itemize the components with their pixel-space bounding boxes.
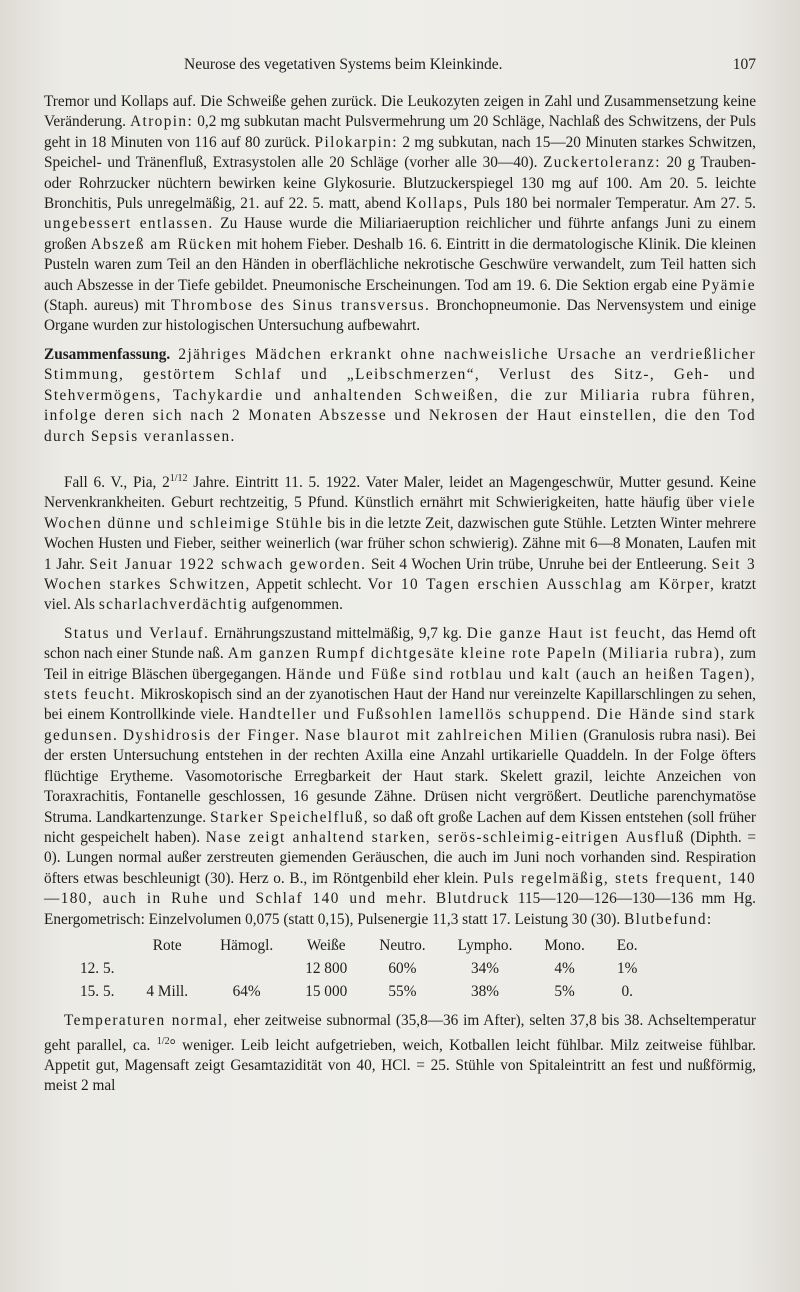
text-run: 2 mg subkutan, nach 15—20 Minuten starkes Schwitzen, Speichel- und Tränenfluß, Extrasystolen alle 20 Schläge (vorher alle 30—40). <box>44 133 756 172</box>
summary-heading: Zusammenfassung. <box>44 345 171 363</box>
spaced-emphasis-text: Abszeß am Rücken <box>90 235 233 253</box>
table-header-cell <box>74 936 130 958</box>
spaced-emphasis-text: Pyämie <box>701 276 756 294</box>
spaced-emphasis-text: scharlachverdächtig <box>98 596 248 614</box>
text-run: Fall 6. V., Pia, 2 <box>64 474 170 491</box>
table-row <box>74 981 654 1003</box>
table-header-cell: Rote <box>152 936 182 954</box>
text-run: (Staph. aureus) mit <box>44 297 171 315</box>
spaced-emphasis-text: Vor 10 Tagen erschien Ausschlag am Körper, <box>367 576 716 594</box>
paragraph-fall6 <box>44 469 756 616</box>
text-run: bis in die letzte Zeit, dazwischen gute Stühle. Letzten Winter mehrere Wochen Husten und Fieber, seither weinerlich (war früher schon schwierig). Zähne mit 6—8 Monaten, Laufen mit 1 Jahr. <box>44 514 757 573</box>
text-run <box>428 890 436 907</box>
table-cell: 4% <box>554 960 575 978</box>
table-header-cell: Hämogl. <box>220 936 274 954</box>
text-run: Puls 180 bei normaler Temperatur. Am 27. 5. <box>468 195 756 213</box>
spaced-emphasis-text: Puls regelmäßig, stets frequent, 140—180, auch in Ruhe und Schlaf 140 und mehr. <box>44 869 757 908</box>
text-run: Tremor und Kollaps auf. Die Schweiße gehen zurück. Die Leukozyten zeigen in Zahl und Zusammensetzung keine Veränderung. <box>44 93 756 131</box>
table-cell: 38% <box>470 982 500 1000</box>
table-cell <box>204 958 289 980</box>
spaced-emphasis-text: viele Wochen dünne und schleimige Stühle <box>44 494 756 532</box>
table-header-cell: Eo. <box>616 936 638 954</box>
spaced-emphasis-text: Am ganzen Rumpf dichtgesäte kleine rote Papeln (Miliaria rubra), <box>227 645 726 663</box>
table-cell: 55% <box>388 982 417 1000</box>
spaced-emphasis-text: Nase zeigt anhaltend starken, serös-schleimig-eitrigen Ausfluß <box>205 828 685 846</box>
table-header-cell: Lympho. <box>457 936 513 954</box>
spaced-emphasis-text: Starker Speichelfluß, <box>210 808 369 826</box>
table-header-cell: Weiße <box>306 936 346 954</box>
spaced-emphasis-text: Zuckertoleranz: <box>543 154 661 172</box>
paragraph-temperature <box>44 1011 756 1097</box>
text-run: ° weniger. Leib leicht aufgetrieben, weich, Kotballen leicht fühlbar. Milz zeitweise fühlbar. Appetit gut, Magensaft zeigt Gesamtazidität von 40, HCl. = 25. Stühle von Spitaleintritt an fest und nußförmig, meist 2 mal <box>44 1036 756 1095</box>
table-cell: 0. <box>621 982 633 1000</box>
text-run: 20 g Trauben- oder Rohrzucker nüchtern bewirken keine Glykosurie. Blutzuckerspiegel 130 mg auf 100. Am 20. 5. leichte Bronchitis, Puls unregelmäßig, 21. auf 22. 5. matt, abend <box>44 154 756 213</box>
spaced-emphasis-text: ungebessert entlassen. <box>44 215 214 233</box>
spaced-emphasis-text: Seit Januar 1922 schwach geworden. <box>89 555 367 573</box>
text-run: 0,2 mg subkutan macht Pulsvermehrung um 20 Schläge, Nachlaß des Schwitzens, der Puls geht in 18 Minuten von 116 auf 80 zurück. <box>44 113 756 151</box>
text-run: mit hohem Fieber. Deshalb 16. 6. Eintritt in die dermatologische Klinik. Die kleinen Pusteln waren zum Teil an den Händen in oberflächliche nekrotische Geschwüre verwandelt, zum Teil hatten sich auch Abszesse in der Tiefe gebildet. Pneumonische Erscheinungen. Tod am 19. 6. Die Sektion ergab eine <box>44 235 756 294</box>
page-number: 107 <box>732 56 756 73</box>
spaced-emphasis-text: Seit 3 Wochen starkes Schwitzen, <box>44 555 757 594</box>
text-run: Jahre. Eintritt 11. 5. 1922. Vater Maler, leidet an Magengeschwür, Mutter gesund. Keine Nervenkrankheiten. Geburt rechtzeitig, 5 Pfund. Künstlich ernährt mit Schwierigkeiten, hatte häufig über <box>44 474 756 512</box>
spaced-emphasis-text: Temperaturen normal, <box>64 1012 229 1030</box>
text-run: Seit 4 Wochen Urin trübe, Unruhe bei der Entleerung. <box>366 555 712 573</box>
spaced-emphasis-text: Hände und Füße sind rotblau und kalt (auch an heißen Tagen), stets feucht. <box>44 665 756 704</box>
table-cell <box>130 958 204 980</box>
paragraph-summary <box>44 345 756 447</box>
table-cell: 15 000 <box>305 982 348 1000</box>
text-run: zum Teil in eitrige Bläschen übergegangen. <box>44 645 756 683</box>
spaced-emphasis-text: Nase blaurot mit zahlreichen Milien <box>304 726 579 744</box>
paragraph-case5-continued <box>44 92 756 337</box>
table-cell: 34% <box>470 960 500 978</box>
text-run: Zu Hause wurde die Miliariaeruption reichlicher und führte anfangs Juni zu einem großen <box>44 215 757 253</box>
spaced-emphasis-text: Status und Verlauf. <box>64 624 210 642</box>
table-header-cell: Neutro. <box>379 936 426 954</box>
text-run: eher zeitweise subnormal (35,8—36 im After), selten 37,8 bis 38. Achseltemperatur geht parallel, ca. <box>44 1012 756 1054</box>
spaced-emphasis-text: Blutdruck <box>435 890 510 908</box>
spaced-emphasis-text: Dyshidrosis der Finger. <box>122 726 301 744</box>
fraction-text: 1/12 <box>169 472 188 484</box>
fraction-text: 1/2 <box>156 1035 170 1047</box>
spaced-emphasis-text: 2jähriges Mädchen erkrankt ohne nachweisliche Ursache an verdrießlicher Stimmung, gestörtem Schlaf und „Leibschmerzen“, Verlust des Sitz-, Geh- und Stehvermögens, Tachykardie und anhaltenden Schweißen, die zur Miliaria rubra führen, infolge deren sich nach 2 Monaten Abszesse und Nekrosen der Haut einstellen, die den Tod durch Sepsis veranlassen. <box>44 345 756 445</box>
spaced-emphasis-text: Die ganze Haut ist feucht, <box>466 624 667 642</box>
spaced-emphasis-text: Atropin: <box>130 113 194 131</box>
running-title: Neurose des vegetativen Systems beim Kleinkinde. <box>184 56 503 73</box>
spaced-emphasis-text: Thrombose des Sinus transversus. <box>170 297 431 315</box>
table-header-cell: Mono. <box>544 936 585 954</box>
text-run: (Diphth. = 0). Lungen normal außer zerstreuten giemenden Geräuschen, die auch im Juni noch vorhanden sind. Respiration öfters etwas beschleunigt (30). Herz o. B., im Röntgenbild eher klein. <box>44 828 756 887</box>
running-head <box>44 50 756 76</box>
spaced-emphasis-text: Blutbefund: <box>624 910 713 928</box>
table-header-row <box>74 936 654 958</box>
text-run: kratzt viel. Als <box>44 576 756 614</box>
blood-count-table <box>74 936 654 1003</box>
text-run: so daß oft große Lachen auf dem Kissen entstehen (soll früher nicht gespeichelt haben). <box>44 808 756 846</box>
text-run: aufgenommen. <box>247 596 343 614</box>
text-run: Mikroskopisch sind an der zyanotischen Haut der Hand nur vereinzelte Kapillarschlingen zu sehen, bei einem Kontrollkinde viele. <box>44 686 756 724</box>
table-cell: 60% <box>388 960 417 978</box>
text-run: Ernährungszustand mittelmäßig, 9,7 kg. <box>209 624 467 642</box>
spaced-emphasis-text: Pilokarpin: <box>314 133 398 151</box>
table-cell: 15. 5. <box>80 982 115 1000</box>
text-run: das Hemd oft schon nach einer Stunde naß. <box>44 624 756 663</box>
table-cell: 1% <box>616 960 638 978</box>
table-cell: 64% <box>232 982 261 1000</box>
table-cell: 5% <box>554 982 575 1000</box>
spaced-emphasis-text: Die Hände sind stark gedunsen. <box>44 706 757 744</box>
spaced-emphasis-text: Handteller und Fußsohlen lamellös schuppend. <box>238 706 592 724</box>
table-cell: 4 Mill. <box>146 982 189 1000</box>
table-row <box>74 958 654 980</box>
text-run: 115—120—126—130—136 mm Hg. Energometrisch: Einzelvolumen 0,075 (statt 0,15), Pulsenergie 11,3 statt 17. Leistung 30 (30). <box>44 890 757 928</box>
text-run: Bronchopneumonie. Das Nervensystem und einige Organe wurden zur histologischen Untersuchung aufbewahrt. <box>44 297 756 335</box>
body-text <box>44 92 756 1097</box>
table-cell: 12. 5. <box>80 960 115 978</box>
paragraph-status <box>44 624 756 930</box>
spaced-emphasis-text: Kollaps, <box>405 195 469 213</box>
text-run: (Granulosis rubra nasi). Bei der ersten Untersuchung entstehen in der rechten Axilla eine Anzahl urtikarielle Quaddeln. In der Folge öfters flüchtige Erytheme. Vasomotorische Erregbarkeit der Haut stark. Skelett grazil, leichte Anzeichen von Toraxrachitis, Fontanelle geschlossen, 16 gesunde Zähne. Drüsen nicht vergrößert. Deutliche parenchymatöse Struma. Landkartenzunge. <box>44 726 756 826</box>
table-cell: 12 800 <box>305 960 348 978</box>
text-run: Appetit schlecht. <box>250 576 368 594</box>
